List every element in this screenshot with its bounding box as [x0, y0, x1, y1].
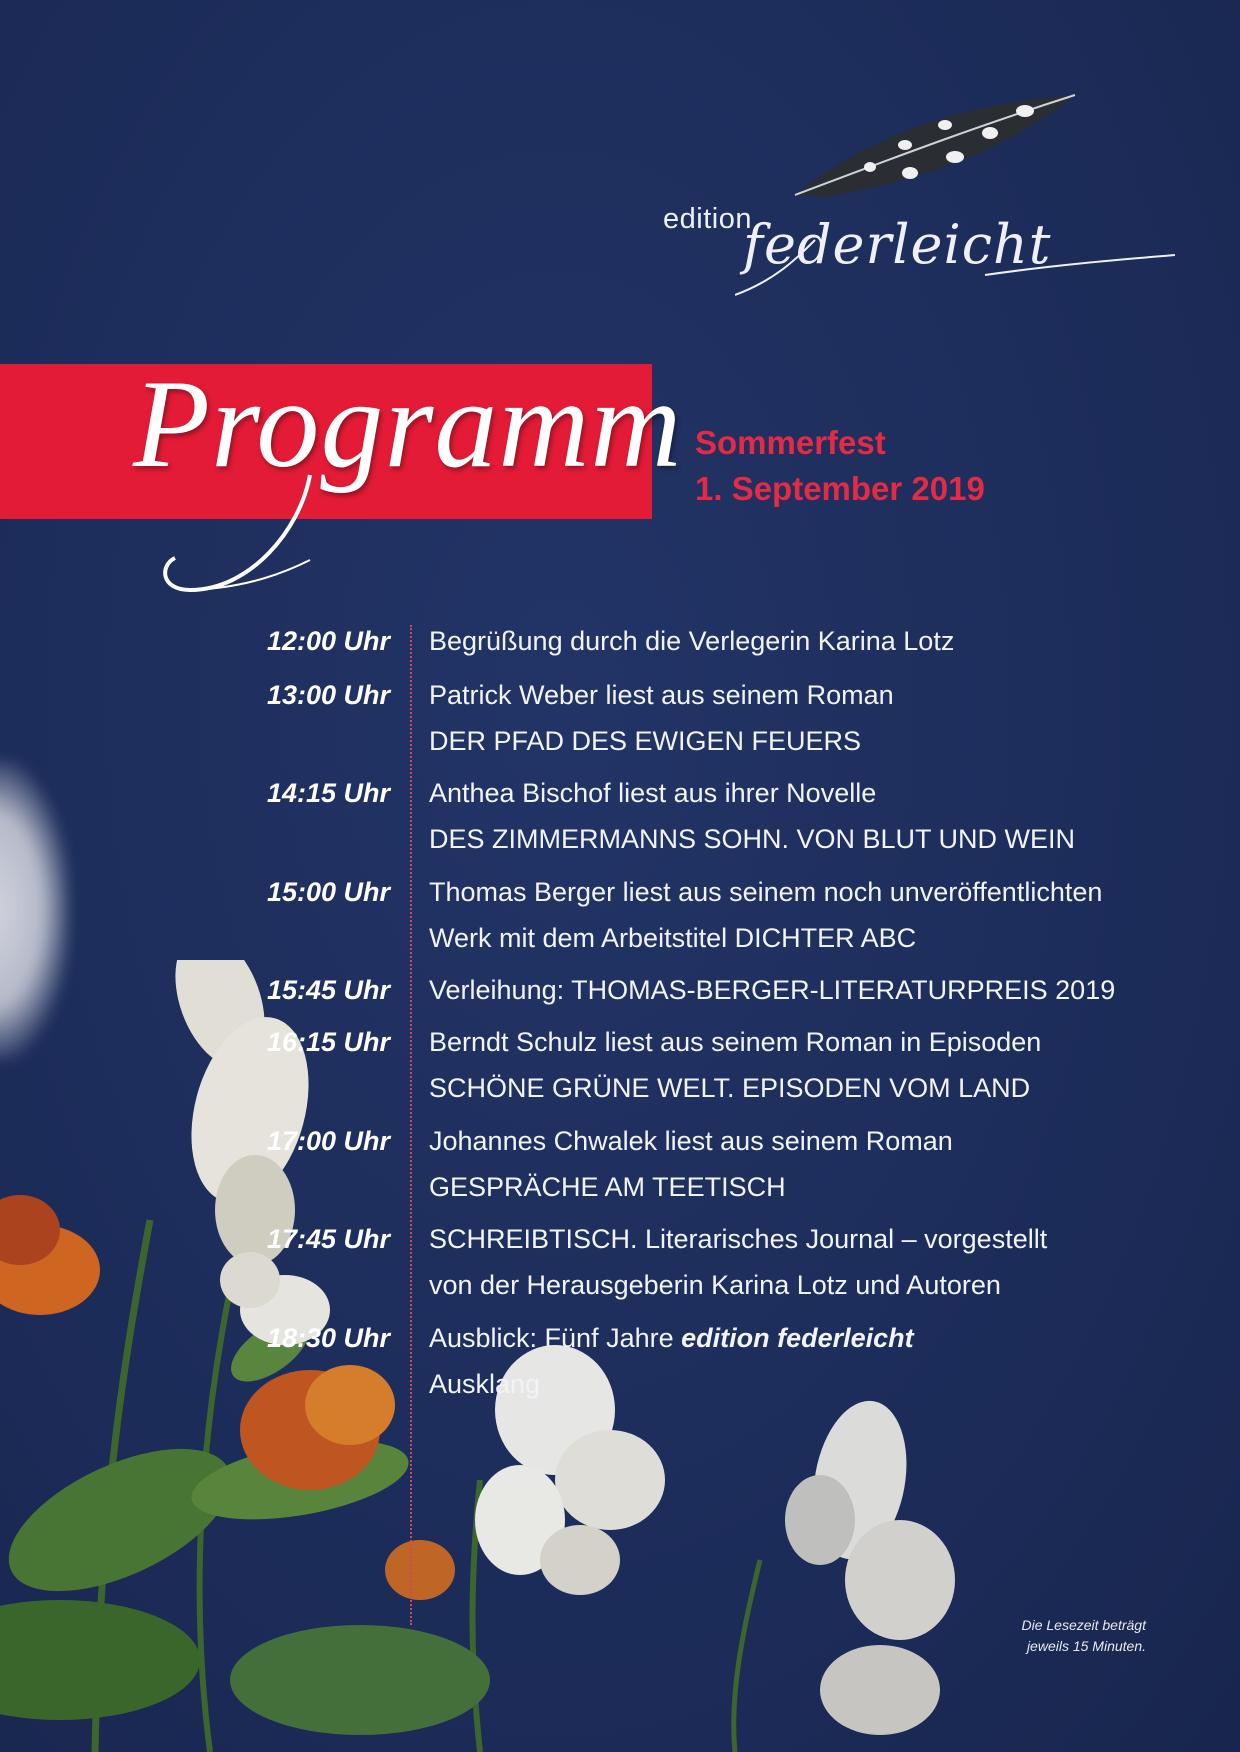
schedule-line: GESPRÄCHE AM TEETISCH: [429, 1172, 786, 1202]
logo-prefix: edition: [663, 203, 752, 235]
footnote-line: jeweils 15 Minuten.: [1026, 1638, 1146, 1654]
schedule-description: [429, 1019, 1209, 1111]
schedule-description: [429, 770, 1209, 862]
schedule-time: 17:00 Uhr: [266, 1126, 390, 1156]
closing-line: Ausklang: [429, 1369, 541, 1399]
schedule-description: [429, 967, 1209, 1013]
footnote-line: Die Lesezeit beträgt: [1021, 1617, 1146, 1633]
event-info: [695, 420, 985, 512]
schedule-line: Thomas Berger liest aus seinem noch unveröffentlichten: [429, 877, 1103, 907]
schedule-time: 12:00 Uhr: [266, 626, 390, 656]
schedule-description: [429, 1315, 1209, 1407]
schedule-time: 16:15 Uhr: [266, 1027, 390, 1057]
feather-icon: [785, 85, 1085, 205]
schedule-line: DES ZIMMERMANNS SOHN. VON BLUT UND WEIN: [429, 824, 1076, 854]
schedule-time: 15:00 Uhr: [266, 877, 390, 907]
schedule-time: 18:30 Uhr: [266, 1323, 390, 1353]
schedule-line-emphasis: edition federleicht: [681, 1323, 914, 1353]
logo-script-text: federleicht: [743, 213, 1052, 276]
schedule-line: Begrüßung durch die Verlegerin Karina Lotz: [429, 626, 955, 656]
schedule-description: [429, 1118, 1209, 1210]
schedule-line: DER PFAD DES EWIGEN FEUERS: [429, 726, 862, 756]
schedule-divider: [410, 625, 412, 1625]
schedule-line-prefix: Ausblick: Fünf Jahre: [429, 1323, 682, 1353]
schedule-line: SCHÖNE GRÜNE WELT. EPISODEN VOM LAND: [429, 1073, 1031, 1103]
schedule-time: 13:00 Uhr: [266, 680, 390, 710]
schedule-description: [429, 869, 1209, 961]
schedule-line: Verleihung: THOMAS-BERGER-LITERATURPREIS 2019: [429, 975, 1116, 1005]
logo-flourish: [735, 220, 1175, 300]
schedule-description: [429, 1216, 1209, 1308]
schedule-line: [429, 1315, 1209, 1361]
schedule-time: 14:15 Uhr: [266, 778, 390, 808]
title-swash: [160, 470, 370, 620]
schedule-line: Patrick Weber liest aus seinem Roman: [429, 680, 894, 710]
schedule-description: [429, 672, 1209, 764]
event-name: Sommerfest: [695, 424, 886, 461]
schedule-line: von der Herausgeberin Karina Lotz und Autoren: [429, 1270, 1001, 1300]
schedule-line: Anthea Bischof liest aus ihrer Novelle: [429, 778, 877, 808]
schedule-line: SCHREIBTISCH. Literarisches Journal – vorgestellt: [429, 1224, 1048, 1254]
footnote: [960, 1615, 1146, 1657]
page-title: Programm: [133, 355, 683, 494]
schedule-description: [429, 618, 1209, 664]
schedule-line: Johannes Chwalek liest aus seinem Roman: [429, 1126, 953, 1156]
event-date: 1. September 2019: [695, 470, 985, 507]
schedule-time: 15:45 Uhr: [266, 975, 390, 1005]
publisher-logo: [655, 85, 1175, 335]
schedule-line: Berndt Schulz liest aus seinem Roman in Episoden: [429, 1027, 1042, 1057]
schedule-time: 17:45 Uhr: [266, 1224, 390, 1254]
schedule-line: Werk mit dem Arbeitstitel DICHTER ABC: [429, 923, 917, 953]
